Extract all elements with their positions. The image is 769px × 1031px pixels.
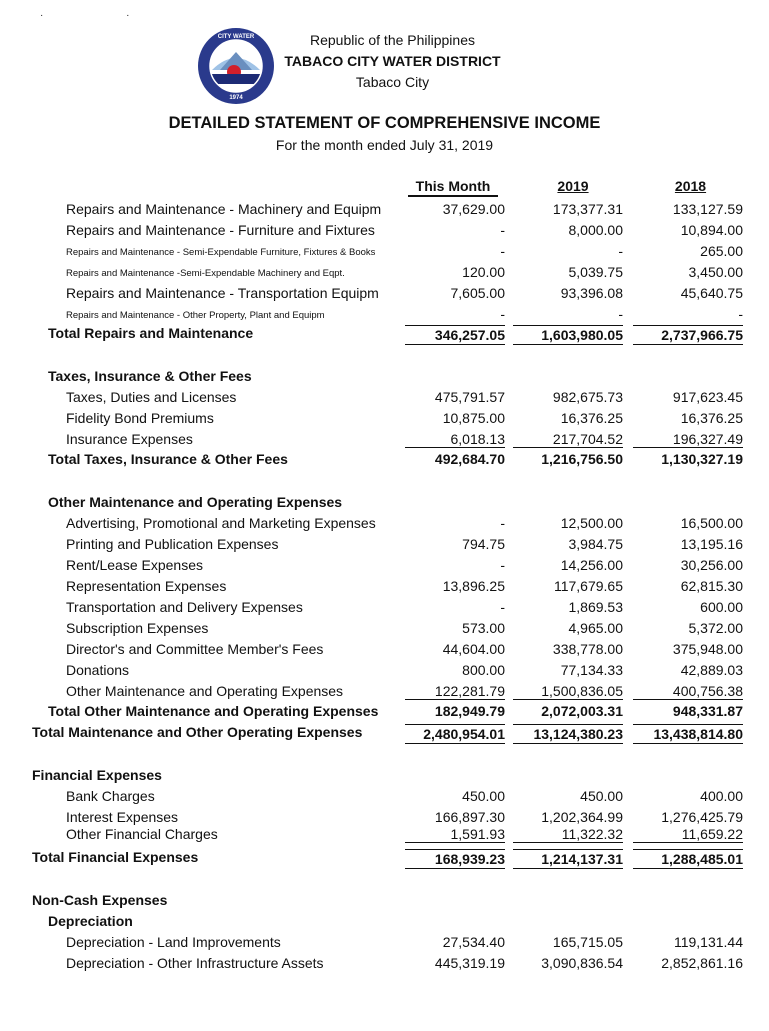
city-line: Tabaco City: [355, 74, 430, 90]
row-label: Bank Charges: [66, 788, 155, 804]
value-2018: 2,852,861.16: [661, 955, 743, 971]
row-label: Repairs and Maintenance - Transportation Equipm: [66, 285, 379, 301]
row-label: Total Other Maintenance and Operating Expenses: [48, 703, 379, 719]
value-2019: 173,377.31: [552, 201, 623, 217]
value-2019: 117,679.65: [553, 578, 623, 594]
value-2018: 1,276,425.79: [661, 809, 743, 825]
line-item-taxes-duties-and-licenses: [0, 389, 769, 409]
value-this-month: 166,897.30: [434, 809, 505, 825]
line-item-fidelity-bond-premiums: [0, 410, 769, 430]
col-this-month: This Month: [408, 178, 498, 196]
line-item-other-maintenance-and-operating-expenses: [0, 683, 769, 703]
value-2019: -: [618, 306, 623, 322]
value-this-month: 573.00: [462, 620, 505, 636]
total-row-total-maintenance-and-other-operating-expenses: [0, 724, 769, 744]
row-label: Donations: [66, 662, 130, 678]
value-2018: 30,256.00: [680, 557, 743, 573]
value-2019: 14,256.00: [560, 557, 623, 573]
value-this-month: 10,875.00: [442, 410, 505, 426]
country-line: Republic of the Philippines: [310, 32, 475, 48]
row-label: Representation Expenses: [66, 578, 227, 594]
row-label: Subscription Expenses: [66, 620, 209, 636]
value-this-month: 13,896.25: [442, 578, 505, 594]
value-2019: 165,715.05: [552, 934, 623, 950]
value-2018: 119,131.44: [673, 934, 743, 950]
col-2019: 2019: [557, 178, 589, 194]
value-2018: 375,948.00: [672, 641, 743, 657]
value-2019: 77,134.33: [560, 662, 623, 678]
value-this-month: 6,018.13: [405, 431, 505, 448]
value-2018: 133,127.59: [672, 201, 743, 217]
value-2019: 1,603,980.05: [513, 325, 623, 345]
agency-name: TABACO CITY WATER DISTRICT: [284, 53, 501, 69]
line-item-repairs-and-maintenance-semi-expendable-machinery-and-eqpt: [0, 264, 769, 284]
row-label: Insurance Expenses: [66, 431, 193, 447]
value-this-month: -: [500, 222, 505, 238]
value-this-month: 182,949.79: [434, 703, 505, 719]
value-2018: 1,288,485.01: [633, 849, 743, 869]
section-heading-other-maintenance-and-operating-expenses: [0, 494, 769, 514]
value-this-month: -: [500, 557, 505, 573]
value-2019: 16,376.25: [560, 410, 623, 426]
total-row-total-taxes-insurance-other-fees: [0, 451, 769, 471]
value-this-month: 445,319.19: [434, 955, 505, 971]
value-2018: 62,815.30: [680, 578, 743, 594]
row-label: Advertising, Promotional and Marketing Expenses: [66, 515, 376, 531]
value-2018: 2,737,966.75: [633, 325, 743, 345]
row-label: Repairs and Maintenance -Semi-Expendable Machinery and Eqpt.: [66, 268, 345, 279]
row-label: Depreciation: [48, 913, 133, 929]
row-label: Repairs and Maintenance - Semi-Expendable Furniture, Fixtures & Books: [66, 247, 376, 258]
value-2018: 45,640.75: [680, 285, 743, 301]
line-item-other-financial-charges: [0, 826, 769, 846]
value-2018: 5,372.00: [688, 620, 743, 636]
value-this-month: 27,534.40: [442, 934, 505, 950]
line-item-repairs-and-maintenance-furniture-and-fixtures: [0, 222, 769, 242]
scan-specks: · ·: [40, 10, 170, 21]
row-label: Taxes, Insurance & Other Fees: [48, 368, 252, 384]
value-this-month: 7,605.00: [450, 285, 505, 301]
value-2018: 3,450.00: [688, 264, 743, 280]
value-this-month: -: [500, 306, 505, 322]
value-2019: 13,124,380.23: [513, 724, 623, 744]
total-row-total-repairs-and-maintenance: [0, 325, 769, 345]
value-2018: 196,327.49: [633, 431, 743, 448]
line-item-donations: [0, 662, 769, 682]
row-label: Depreciation - Other Infrastructure Assets: [66, 955, 324, 971]
row-label: Taxes, Duties and Licenses: [66, 389, 237, 405]
row-label: Total Maintenance and Other Operating Expenses: [32, 724, 363, 740]
col-2018: 2018: [674, 178, 707, 194]
value-2019: 1,216,756.50: [541, 451, 623, 467]
line-item-advertising-promotional-and-marketing-expenses: [0, 515, 769, 535]
value-2018: 917,623.45: [672, 389, 743, 405]
value-this-month: 346,257.05: [405, 325, 505, 345]
value-this-month: 2,480,954.01: [405, 724, 505, 744]
value-2019: 2,072,003.31: [541, 703, 623, 719]
value-2018: 16,376.25: [680, 410, 743, 426]
value-this-month: -: [500, 599, 505, 615]
row-label: Non-Cash Expenses: [32, 892, 168, 908]
row-label: Rent/Lease Expenses: [66, 557, 203, 573]
value-2019: 982,675.73: [552, 389, 623, 405]
line-item-rent-lease-expenses: [0, 557, 769, 577]
value-2019: 1,214,137.31: [513, 849, 623, 869]
value-2019: 93,396.08: [560, 285, 623, 301]
row-label: Other Maintenance and Operating Expenses: [48, 494, 343, 510]
line-item-depreciation-land-improvements: [0, 934, 769, 954]
value-this-month: 37,629.00: [442, 201, 505, 217]
value-2019: 11,322.32: [513, 826, 623, 843]
value-this-month: -: [500, 243, 505, 259]
section-heading-non-cash-expenses: [0, 892, 769, 912]
total-row-total-other-maintenance-and-operating-expenses: [0, 703, 769, 723]
row-label: Other Financial Charges: [66, 826, 218, 842]
value-2019: 12,500.00: [560, 515, 623, 531]
row-label: Depreciation - Land Improvements: [66, 934, 281, 950]
value-2018: 1,130,327.19: [661, 451, 743, 467]
section-heading-taxes-insurance-other-fees: [0, 368, 769, 388]
row-label: Total Taxes, Insurance & Other Fees: [48, 451, 288, 467]
value-this-month: 475,791.57: [434, 389, 505, 405]
value-this-month: 450.00: [462, 788, 505, 804]
row-label: Interest Expenses: [66, 809, 179, 825]
line-item-repairs-and-maintenance-transportation-equipm: [0, 285, 769, 305]
value-2019: 338,778.00: [552, 641, 623, 657]
row-label: Repairs and Maintenance - Machinery and Equipm: [66, 201, 382, 217]
value-2018: 11,659.22: [633, 826, 743, 843]
value-2019: 8,000.00: [568, 222, 623, 238]
value-this-month: -: [500, 515, 505, 531]
value-2019: 3,984.75: [568, 536, 623, 552]
line-item-depreciation-other-infrastructure-assets: [0, 955, 769, 975]
value-2019: 1,500,836.05: [513, 683, 623, 700]
value-2018: -: [738, 306, 743, 322]
value-2018: 13,195.16: [680, 536, 743, 552]
value-2018: 400.00: [700, 788, 743, 804]
value-2018: 13,438,814.80: [633, 724, 743, 744]
row-label: Total Repairs and Maintenance: [48, 325, 254, 341]
statement-title: DETAILED STATEMENT OF COMPREHENSIVE INCOME: [168, 114, 601, 132]
value-this-month: 168,939.23: [405, 849, 505, 869]
value-2018: 42,889.03: [680, 662, 743, 678]
row-label: Other Maintenance and Operating Expenses: [66, 683, 344, 699]
line-item-representation-expenses: [0, 578, 769, 598]
line-item-repairs-and-maintenance-machinery-and-equipm: [0, 201, 769, 221]
row-label: Fidelity Bond Premiums: [66, 410, 214, 426]
value-this-month: 800.00: [462, 662, 505, 678]
value-this-month: 122,281.79: [405, 683, 505, 700]
line-item-repairs-and-maintenance-other-property-plant-and-equipm: [0, 306, 769, 326]
value-2018: 265.00: [700, 243, 743, 259]
row-label: Director's and Committee Member's Fees: [66, 641, 324, 657]
section-heading-depreciation: [0, 913, 769, 933]
value-2019: 5,039.75: [568, 264, 623, 280]
statement-period: For the month ended July 31, 2019: [275, 137, 494, 153]
value-2019: 450.00: [580, 788, 623, 804]
logo-year: 1974: [229, 95, 243, 101]
value-2018: 948,331.87: [672, 703, 743, 719]
value-2018: 10,894.00: [680, 222, 743, 238]
value-2019: 3,090,836.54: [541, 955, 623, 971]
line-item-transportation-and-delivery-expenses: [0, 599, 769, 619]
row-label: Repairs and Maintenance - Other Property, Plant and Equipm: [66, 310, 325, 321]
value-this-month: 120.00: [462, 264, 505, 280]
value-2019: 4,965.00: [568, 620, 623, 636]
line-item-subscription-expenses: [0, 620, 769, 640]
section-heading-financial-expenses: [0, 767, 769, 787]
row-label: Total Financial Expenses: [32, 849, 199, 865]
col-header-rule: [408, 196, 498, 197]
row-label: Financial Expenses: [32, 767, 162, 783]
value-2019: 217,704.52: [513, 431, 623, 448]
row-label: Transportation and Delivery Expenses: [66, 599, 303, 615]
svg-text:CITY WATER: CITY WATER: [217, 34, 255, 40]
value-2018: 400,756.38: [633, 683, 743, 700]
row-label: Printing and Publication Expenses: [66, 536, 279, 552]
value-this-month: 794.75: [462, 536, 505, 552]
value-2019: 1,202,364.99: [541, 809, 623, 825]
value-this-month: 1,591.93: [405, 826, 505, 843]
total-row-total-financial-expenses: [0, 849, 769, 869]
value-2019: -: [618, 243, 623, 259]
value-this-month: 44,604.00: [442, 641, 505, 657]
value-2018: 600.00: [700, 599, 743, 615]
value-2018: 16,500.00: [680, 515, 743, 531]
line-item-insurance-expenses: [0, 431, 769, 451]
line-item-printing-and-publication-expenses: [0, 536, 769, 556]
line-item-repairs-and-maintenance-semi-expendable-furniture-fixtures-books: [0, 243, 769, 263]
row-label: Repairs and Maintenance - Furniture and Fixtures: [66, 222, 375, 238]
line-item-bank-charges: [0, 788, 769, 808]
value-2019: 1,869.53: [568, 599, 623, 615]
line-item-director-s-and-committee-member-s-fees: [0, 641, 769, 661]
value-this-month: 492,684.70: [434, 451, 505, 467]
